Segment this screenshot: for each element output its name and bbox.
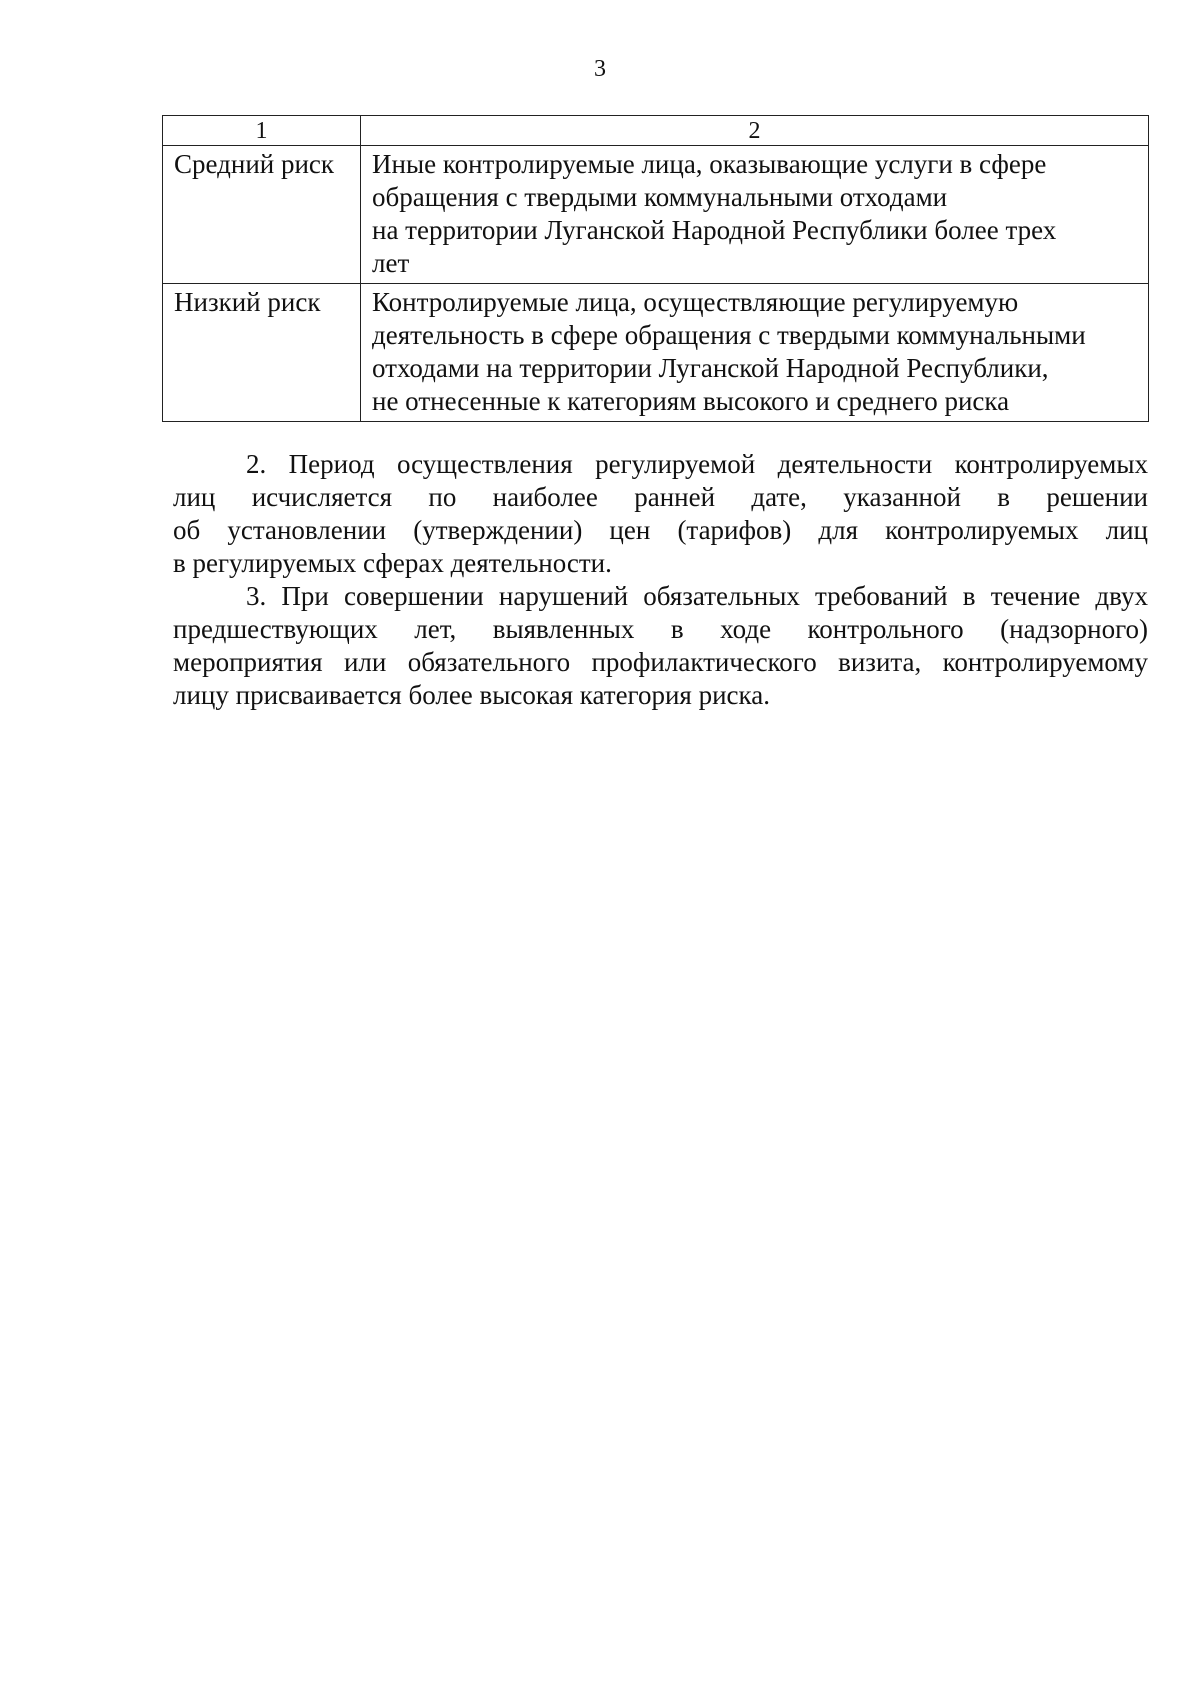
paragraph-line: лицу присваивается более высокая категория риска. bbox=[173, 680, 770, 710]
paragraph-line: предшествующих лет, выявленных в ходе контрольного (надзорного) bbox=[173, 614, 1148, 644]
paragraph-line: мероприятия или обязательного профилактического визита, контролируемому bbox=[173, 647, 1148, 677]
paragraph-2 bbox=[173, 448, 1148, 580]
risk-description-cell bbox=[361, 146, 1149, 284]
paragraph-line: об установлении (утверждении) цен (тарифов) для контролируемых лиц bbox=[173, 515, 1148, 545]
paragraph-line: в регулируемых сферах деятельности. bbox=[173, 548, 612, 578]
paragraph-line: лиц исчисляется по наиболее ранней дате, указанной в решении bbox=[173, 482, 1148, 512]
risk-category-table bbox=[162, 115, 1149, 422]
table-row bbox=[163, 146, 1149, 284]
risk-category-cell bbox=[163, 146, 361, 284]
column-header-1: 1 bbox=[163, 116, 361, 146]
description-line: на территории Луганской Народной Республики более трех bbox=[372, 215, 1057, 245]
description-line: лет bbox=[372, 248, 410, 278]
risk-category-cell bbox=[163, 284, 361, 422]
paragraph-3 bbox=[173, 580, 1148, 712]
table-header-row bbox=[163, 116, 1149, 146]
column-header-2: 2 bbox=[361, 116, 1149, 146]
paragraph-line: 2. Период осуществления регулируемой деятельности контролируемых bbox=[246, 449, 1148, 479]
table-row bbox=[163, 284, 1149, 422]
description-line: деятельность в сфере обращения с твердыми коммунальными bbox=[372, 320, 1086, 350]
risk-category-label: Низкий риск bbox=[174, 287, 321, 317]
risk-description-cell bbox=[361, 284, 1149, 422]
body-text bbox=[173, 448, 1148, 712]
description-line: Контролируемые лица, осуществляющие регулируемую bbox=[372, 287, 1019, 317]
paragraph-line: 3. При совершении нарушений обязательных требований в течение двух bbox=[246, 581, 1148, 611]
description-line: не отнесенные к категориям высокого и среднего риска bbox=[372, 386, 1010, 416]
description-line: отходами на территории Луганской Народной Республики, bbox=[372, 353, 1049, 383]
risk-category-label: Средний риск bbox=[174, 149, 335, 179]
page-number: 3 bbox=[594, 56, 606, 82]
description-line: обращения с твердыми коммунальными отходами bbox=[372, 182, 948, 212]
description-line: Иные контролируемые лица, оказывающие услуги в сфере bbox=[372, 149, 1047, 179]
